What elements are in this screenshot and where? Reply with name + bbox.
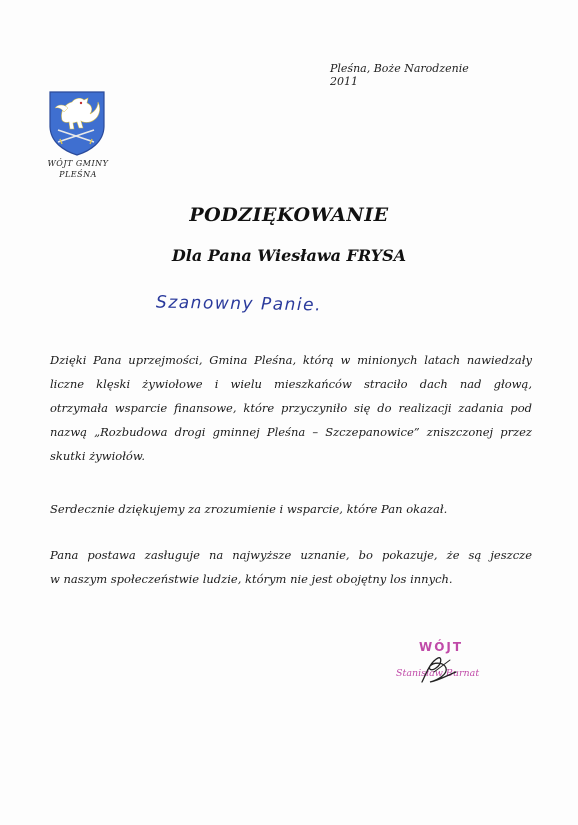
paragraph-line: w naszym społeczeństwie ludzie, którym nie jest obojętny los innych. bbox=[50, 572, 453, 586]
paragraph-line: skutki żywiołów. bbox=[50, 449, 145, 463]
paragraph-line: Pana postawa zasługuje na najwyższe uznanie, bo pokazuje, że są jeszcze bbox=[50, 548, 532, 562]
paragraph-gratitude bbox=[50, 348, 532, 468]
paragraph-thanks: Serdecznie dziękujemy za zrozumienie i wsparcie, które Pan okazał. bbox=[50, 502, 448, 516]
paragraph-line: nazwą „Rozbudowa drogi gminnej Pleśna – Szczepanowice” zniszczonej przez bbox=[50, 425, 532, 439]
paragraph-recognition bbox=[50, 543, 532, 591]
coat-of-arms-griffin-icon bbox=[48, 90, 106, 156]
stamp-title: WÓJT bbox=[418, 640, 464, 654]
place-date: Pleśna, Boże Narodzenie 2011 bbox=[330, 62, 469, 88]
handwritten-signature-icon bbox=[416, 652, 464, 688]
paragraph-line: liczne klęski żywiołowe i wielu mieszkańców straciło dach nad głową, bbox=[50, 377, 532, 391]
paragraph-line: Dzięki Pana uprzejmości, Gmina Pleśna, którą w minionych latach nawiedzały bbox=[50, 353, 532, 367]
letter-subtitle: Dla Pana Wiesława FRYSA bbox=[171, 246, 407, 265]
stamp-name: Stanisław Burnat bbox=[396, 668, 480, 679]
paragraph-line: otrzymała wsparcie finansowe, które przyczyniło się do realizacji zadania pod bbox=[50, 401, 532, 415]
handwritten-salutation: Szanowny Panie. bbox=[155, 292, 323, 316]
letter-title: PODZIĘKOWANIE bbox=[189, 204, 389, 226]
crest-caption bbox=[40, 158, 116, 180]
crest-caption-line2: PLEŚNA bbox=[59, 170, 97, 179]
crest-caption-line1: WÓJT GMINY bbox=[47, 159, 109, 168]
